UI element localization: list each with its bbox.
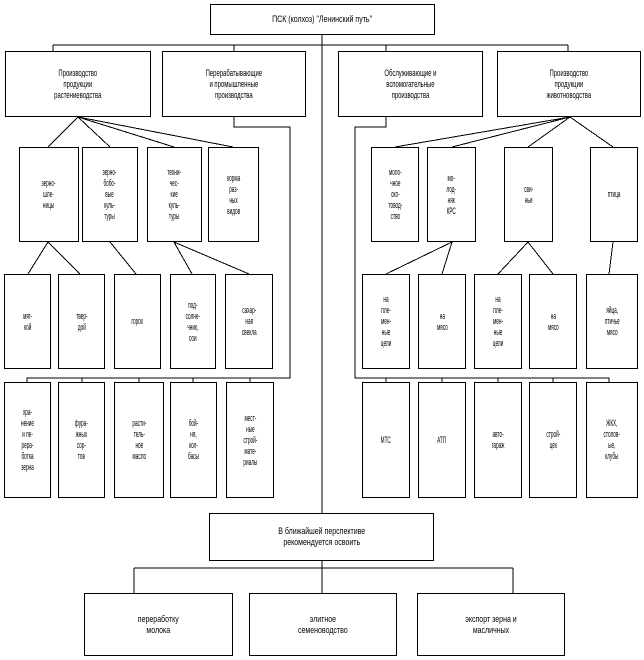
crop-grain-box: зерно- шле- ницы bbox=[19, 147, 79, 242]
processing-slaughter-box: бой- ня, кол- басы bbox=[170, 382, 217, 498]
product-sunflower-box: под- солне- чник, сои bbox=[170, 274, 216, 369]
service-atp-box: АТП bbox=[418, 382, 466, 498]
crop-production-box: Производство продукции растениеводства bbox=[5, 51, 151, 117]
livestock-pigs-box: сви- ньи bbox=[504, 147, 553, 242]
product-pig-breeding-box: на пле- мен- ные цели bbox=[474, 274, 522, 369]
processing-feed-box: фура- жных сор- тов bbox=[58, 382, 105, 498]
crop-technical-box: техни- чес- кие куль- туры bbox=[147, 147, 202, 242]
prospect-milk-processing-box: переработку молока bbox=[84, 593, 233, 656]
processing-industries-box: Перерабатывающие и промышленные производства bbox=[162, 51, 306, 117]
product-dairy-breeding-box: на пле- мен- ные цели bbox=[362, 274, 410, 369]
product-cattle-meat-box: на мясо bbox=[418, 274, 466, 369]
prospect-box: В ближайшей перспективе рекомендуется освоить bbox=[209, 513, 434, 561]
livestock-dairy-box: моло- чное ско- товод- ство bbox=[371, 147, 419, 242]
product-soft-wheat-box: мяг- кой bbox=[4, 274, 51, 369]
product-peas-box: горох bbox=[114, 274, 161, 369]
product-hard-wheat-box: твер- дой bbox=[58, 274, 105, 369]
product-pork-box: на мясо bbox=[529, 274, 577, 369]
prospect-elite-seeds-box: элитное семеноводство bbox=[249, 593, 397, 656]
processing-oil-box: расти- тель- ное масло bbox=[114, 382, 164, 498]
processing-grain-box: хра- нение и пе- рера- ботка зерна bbox=[4, 382, 51, 498]
processing-building-materials-box: мест- ные строй- мате- риалы bbox=[226, 382, 274, 498]
service-mts-box: МТС bbox=[362, 382, 410, 498]
root-box: ПСК (колхоз) "Ленинский путь" bbox=[210, 4, 435, 35]
product-eggs-poultry-box: яйца, птичье мясо bbox=[586, 274, 638, 369]
service-garage-box: авто- гараж bbox=[474, 382, 522, 498]
livestock-poultry-box: птица bbox=[590, 147, 638, 242]
service-industries-box: Обслуживающие и вспомогательные производства bbox=[338, 51, 483, 117]
crop-legumes-box: зерно- бобо- вые куль- туры bbox=[82, 147, 138, 242]
service-construction-shop-box: строй- цех bbox=[529, 382, 577, 498]
product-sugar-beet-box: сахар- ная свекла bbox=[225, 274, 273, 369]
service-housing-box: ЖКХ, столов- ые, клубы bbox=[586, 382, 638, 498]
prospect-grain-export-box: экспорт зерна и масличных bbox=[417, 593, 565, 656]
crop-fodder-box: корма раз- ных видов bbox=[208, 147, 259, 242]
livestock-production-box: Производство продукции животноводства bbox=[497, 51, 641, 117]
livestock-young-cattle-box: мо- лод- няк КРС bbox=[427, 147, 476, 242]
